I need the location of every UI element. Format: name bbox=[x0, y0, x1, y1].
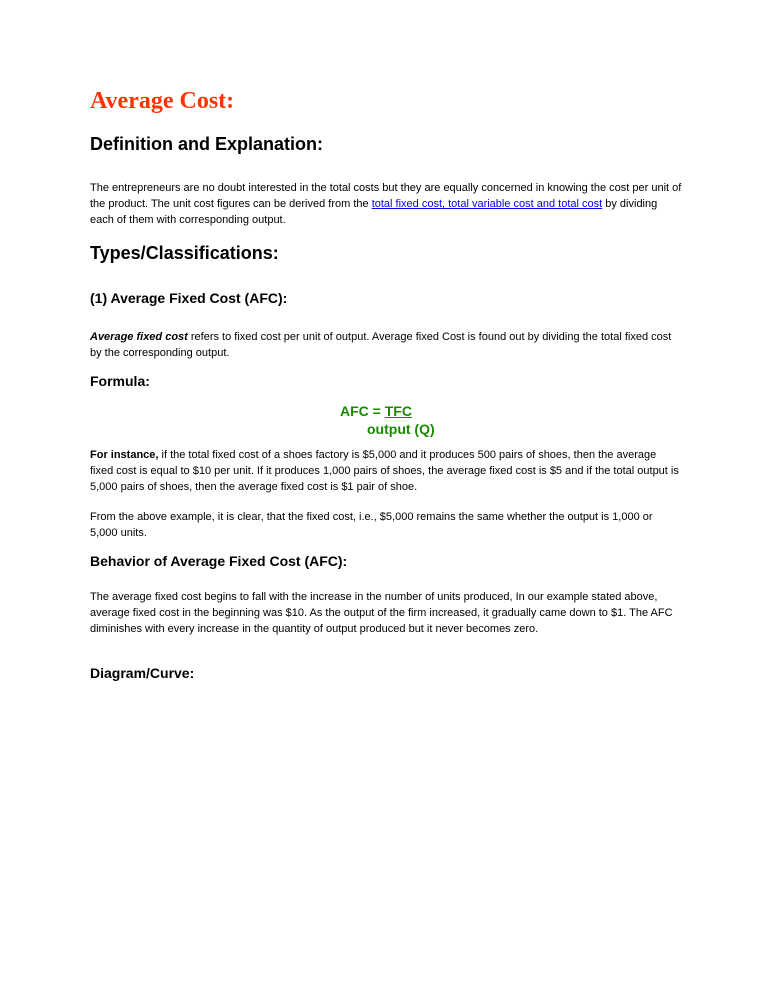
afc-paragraph bbox=[90, 329, 682, 361]
formula-lhs: AFC = bbox=[340, 403, 385, 419]
types-heading: Types/Classifications: bbox=[90, 243, 279, 263]
example-text: if the total fixed cost of a shoes factory is $5,000 and it produces 500 pairs of shoes, then the average fixed cost is equal to $10 per unit. If it produces 1,000 pairs of shoes, the average fixed cost is $5 and if the total output is 5,000 pairs of shoes, then the average fixed cost is $1 pair of shoe. bbox=[90, 449, 679, 493]
formula-heading: Formula: bbox=[90, 373, 150, 389]
total-cost-link[interactable]: total fixed cost, total variable cost and total cost bbox=[371, 198, 603, 210]
definition-text-after: by dividing each of them with corresponding output. bbox=[90, 198, 658, 226]
definition-text-before: The entrepreneurs are no doubt interested in the total costs but they are equally concerned in knowing the cost per unit of the product. The unit cost figures can be derived from the bbox=[90, 182, 682, 210]
afc-term: Average fixed cost bbox=[90, 331, 188, 343]
diagram-heading: Diagram/Curve: bbox=[90, 665, 195, 681]
afc-heading: (1) Average Fixed Cost (AFC): bbox=[90, 290, 288, 306]
behavior-paragraph: The average fixed cost begins to fall with the increase in the number of units produced, In our example stated above, average fixed cost in the beginning was $10. As the output of the firm increased, it gradually came down to $1. The AFC diminishes with every increase in the quantity of output produced but it never becomes zero. bbox=[90, 591, 673, 635]
afc-text: refers to fixed cost per unit of output. Average fixed Cost is found out by dividing the total fixed cost by the corresponding output. bbox=[90, 331, 672, 359]
definition-heading: Definition and Explanation: bbox=[90, 134, 323, 154]
example-note-paragraph: From the above example, it is clear, that the fixed cost, i.e., $5,000 remains the same whether the output is 1,000 or 5,000 units. bbox=[90, 511, 653, 539]
example-lead: For instance, bbox=[90, 449, 159, 461]
formula-denominator: output (Q) bbox=[367, 421, 435, 437]
formula-numerator: TFC bbox=[384, 403, 412, 419]
afc-formula bbox=[340, 402, 435, 438]
definition-paragraph bbox=[90, 180, 682, 228]
page-title: Average Cost: bbox=[90, 88, 235, 114]
formula-row-top bbox=[340, 402, 435, 420]
behavior-heading: Behavior of Average Fixed Cost (AFC): bbox=[90, 553, 348, 569]
example-paragraph bbox=[90, 447, 682, 495]
